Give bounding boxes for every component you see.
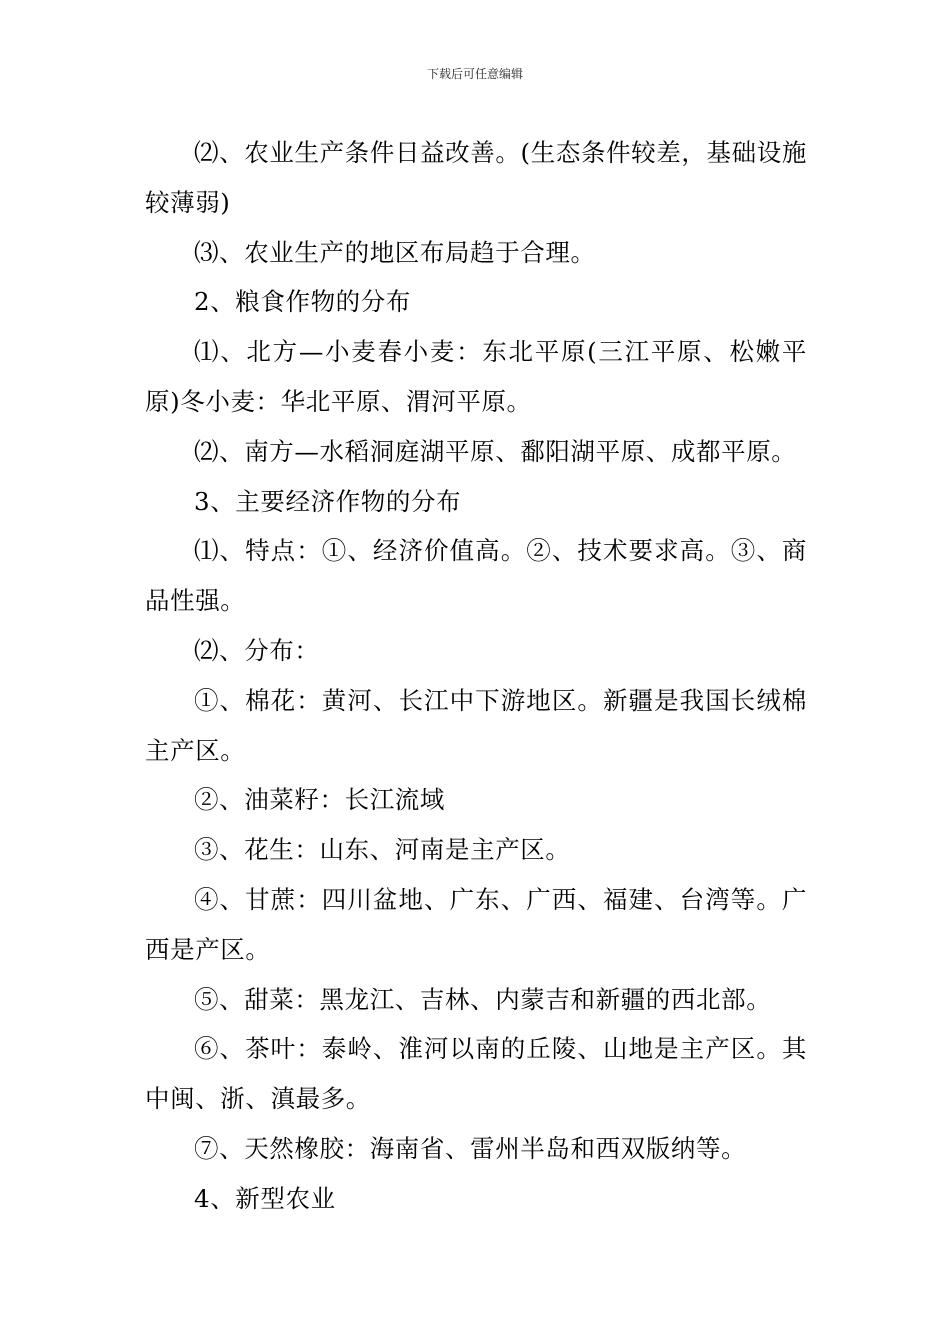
list-item-rubber: ⑦、天然橡胶：海南省、雷州半岛和西双版纳等。 xyxy=(194,1133,747,1163)
paragraph-features: ⑴、特点：①、经济价值高。②、技术要求高。③、商品性强。 xyxy=(145,536,807,616)
paragraph-1: ⑵、农业生产条件日益改善。(生态条件较差，基础设施较薄弱) xyxy=(145,138,807,217)
document-body xyxy=(145,128,807,1224)
list-item-sugarcane: ④、甘蔗：四川盆地、广东、广西、福建、台湾等。广西是产区。 xyxy=(145,884,807,964)
list-item-sugar-beet: ⑤、甜菜：黑龙江、吉林、内蒙吉和新疆的西北部。 xyxy=(194,984,772,1014)
paragraph-north-wheat: ⑴、北方—小麦春小麦：东北平原(三江平原、松嫩平原)冬小麦：华北平原、渭河平原。 xyxy=(145,337,807,416)
section-heading-new-agriculture: 4、新型农业 xyxy=(194,1183,336,1213)
list-item-cotton: ①、棉花：黄河、长江中下游地区。新疆是我国长绒棉主产区。 xyxy=(145,685,807,765)
list-item-peanut: ③、花生：山东、河南是主产区。 xyxy=(194,835,571,865)
paragraph-south-rice: ⑵、南方—水稻洞庭湖平原、鄱阳湖平原、成都平原。 xyxy=(194,436,797,466)
section-heading-grain-crops: 2、粮食作物的分布 xyxy=(194,287,411,317)
paragraph-distribution: ⑵、分布： xyxy=(194,635,320,665)
section-heading-cash-crops: 3、主要经济作物的分布 xyxy=(194,486,462,516)
page-header: 下载后可任意编辑 xyxy=(426,67,523,81)
paragraph-2: ⑶、农业生产的地区布局趋于合理。 xyxy=(194,237,596,267)
list-item-tea: ⑥、茶叶：泰岭、淮河以南的丘陵、山地是主产区。其中闽、浙、滇最多。 xyxy=(145,1034,807,1114)
list-item-rapeseed: ②、油菜籽：长江流域 xyxy=(194,785,445,815)
